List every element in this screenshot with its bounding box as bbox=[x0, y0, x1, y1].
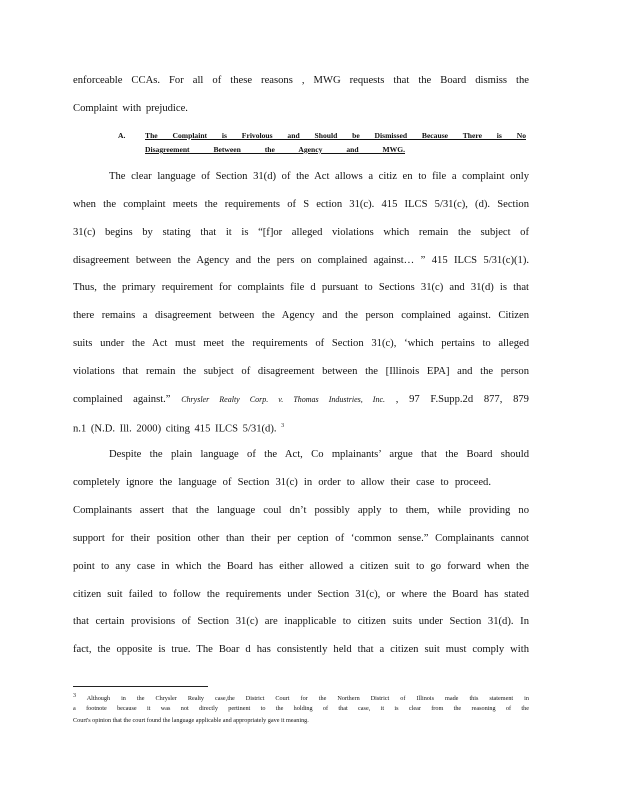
paragraph-line: Complaint with prejudice. bbox=[73, 103, 188, 114]
paragraph-line: there remains a disagreement between the Agency and the person complained against. Citizen bbox=[73, 310, 529, 321]
heading-line: The Complaint is Frivolous and Should be Dismissed Because There is No bbox=[145, 131, 526, 140]
footnote-line bbox=[73, 692, 529, 703]
paragraph-line: 31(c) begins by stating that it is “[f]or alleged violations which remain the subject of bbox=[73, 227, 529, 238]
paragraph-line bbox=[73, 420, 284, 436]
footnote-ref: 3 bbox=[281, 423, 285, 429]
paragraph-line: completely ignore the language of Section 31(c) in order to allow their case to proceed. bbox=[73, 477, 491, 488]
paragraph-line: citizen suit failed to follow the requirements under Section 31(c), or where the Board has stated bbox=[73, 589, 529, 600]
case-name: Chrysler Realty Corp. v. Thomas Industries, Inc. bbox=[181, 395, 386, 404]
footnote-text: Although in the Chrysler Realty case,the District Court for the Northern District of Illinois made this statement in bbox=[86, 695, 529, 703]
case-citation: , 97 F.Supp.2d 877, 879 bbox=[395, 394, 529, 405]
paragraph-line: Complainants assert that the language coul dn’t possibly apply to them, while providing no bbox=[73, 505, 529, 516]
heading-line: Disagreement Between the Agency and MWG. bbox=[145, 145, 406, 154]
paragraph-line: point to any case in which the Board has either allowed a citizen suit to go forward when the bbox=[73, 561, 529, 572]
paragraph-line: violations that remain the subject of disagreement between the [Illinois EPA] and the person bbox=[73, 366, 529, 377]
paragraph-line: fact, the opposite is true. The Boar d has consistently held that a citizen suit must comply with bbox=[73, 644, 529, 655]
paragraph-line: The clear language of Section 31(d) of the Act allows a citiz en to file a complaint only bbox=[109, 171, 529, 182]
citation-tail: n.1 (N.D. Ill. 2000) citing 415 ILCS 5/31(d). bbox=[73, 423, 277, 435]
footnote-line: a footnote because it was not directly pertinent to the holding of that case, it is clear from the reasoning of the bbox=[73, 705, 529, 712]
footnote-line: Court's opinion that the court found the language applicable and appropriately gave it meaning. bbox=[73, 717, 309, 724]
paragraph-line: Thus, the primary requirement for complaints file d pursuant to Sections 31(c) and 31(d) is that bbox=[73, 282, 529, 293]
paragraph-line: when the complaint meets the requirements of S ection 31(c). 415 ILCS 5/31(c), (d). Section bbox=[73, 199, 529, 210]
paragraph-line: Despite the plain language of the Act, Co mplainants’ argue that the Board should bbox=[109, 449, 529, 460]
paragraph-line: enforceable CCAs. For all of these reasons , MWG requests that the Board dismiss the bbox=[73, 75, 529, 86]
heading-number: A. bbox=[118, 131, 126, 140]
citation-lead: complained against.” bbox=[73, 394, 171, 405]
paragraph-line: that certain provisions of Section 31(c) are inapplicable to citizen suits under Section 31(d). In bbox=[73, 616, 529, 627]
citation-line bbox=[73, 393, 529, 406]
paragraph-line: suits under the Act must meet the requirements of Section 31(c), ‘which pertains to alleged bbox=[73, 338, 529, 349]
paragraph-line: disagreement between the Agency and the pers on complained against… ” 415 ILCS 5/31(c)(1). bbox=[73, 255, 529, 266]
footnote-divider bbox=[73, 686, 208, 687]
footnote-marker: 3 bbox=[73, 693, 76, 699]
paragraph-line: support for their position other than their per ception of ‘common sense.” Complainants cannot bbox=[73, 533, 529, 544]
